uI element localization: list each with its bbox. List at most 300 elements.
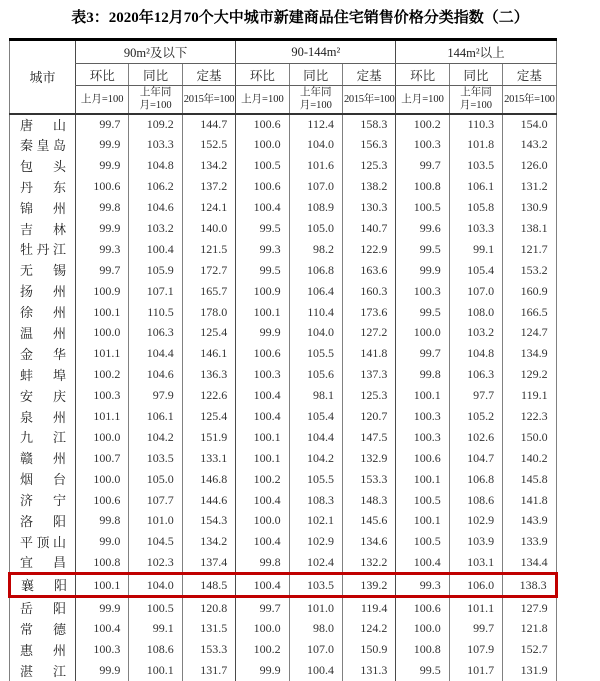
value-cell: 102.6 (449, 427, 502, 448)
base-label-prev-year: 上年同月=100 (289, 86, 342, 114)
city-cell (10, 574, 76, 597)
city-name: 九江 (20, 430, 66, 446)
value-cell: 105.8 (449, 197, 502, 218)
city-name: 徐州 (20, 305, 66, 321)
value-cell: 108.6 (129, 639, 182, 660)
value-cell: 106.3 (129, 323, 182, 344)
table-row (10, 469, 557, 490)
value-cell: 104.4 (289, 427, 342, 448)
value-cell: 138.1 (503, 218, 556, 239)
value-cell: 99.9 (76, 597, 129, 619)
value-cell: 100.9 (76, 281, 129, 302)
city-cell (10, 427, 76, 448)
city-cell (10, 618, 76, 639)
city-cell (10, 218, 76, 239)
value-cell: 134.2 (182, 531, 235, 552)
value-cell: 100.4 (236, 531, 289, 552)
value-cell: 104.8 (129, 155, 182, 176)
value-cell: 100.4 (396, 552, 449, 574)
value-cell: 152.7 (503, 639, 556, 660)
value-cell: 153.3 (182, 639, 235, 660)
value-cell: 99.9 (76, 155, 129, 176)
value-cell: 132.2 (342, 552, 395, 574)
city-name: 宜昌 (20, 555, 66, 571)
value-cell: 130.9 (503, 197, 556, 218)
value-cell: 101.1 (76, 343, 129, 364)
value-cell: 102.9 (289, 531, 342, 552)
city-cell (10, 176, 76, 197)
value-cell: 100.1 (396, 511, 449, 532)
city-name: 烟台 (20, 472, 66, 488)
value-cell: 106.8 (289, 260, 342, 281)
value-cell: 100.0 (76, 469, 129, 490)
value-cell: 100.0 (76, 427, 129, 448)
value-cell: 112.4 (289, 114, 342, 135)
value-cell: 105.5 (289, 469, 342, 490)
value-cell: 99.9 (76, 218, 129, 239)
value-cell: 138.3 (503, 574, 556, 597)
value-cell: 108.3 (289, 490, 342, 511)
value-cell: 178.0 (182, 302, 235, 323)
value-cell: 121.8 (503, 618, 556, 639)
table-row (10, 511, 557, 532)
base-period-header-row (10, 86, 557, 114)
city-name: 岳阳 (20, 601, 66, 617)
value-cell: 136.3 (182, 364, 235, 385)
value-cell: 99.5 (396, 239, 449, 260)
value-cell: 131.9 (503, 660, 556, 681)
city-name: 包头 (20, 158, 66, 174)
value-cell: 99.9 (236, 660, 289, 681)
group-header-row (10, 40, 557, 64)
value-cell: 100.9 (236, 281, 289, 302)
value-cell: 122.9 (342, 239, 395, 260)
value-cell: 134.4 (503, 552, 556, 574)
value-cell: 100.3 (396, 281, 449, 302)
value-cell: 124.7 (503, 323, 556, 344)
city-cell (10, 239, 76, 260)
base-label-prev-month: 上月=100 (236, 86, 289, 114)
value-cell: 100.4 (236, 574, 289, 597)
value-cell: 100.0 (76, 323, 129, 344)
city-cell (10, 469, 76, 490)
value-cell: 107.7 (129, 490, 182, 511)
table-row (10, 618, 557, 639)
table-row (10, 218, 557, 239)
value-cell: 107.1 (129, 281, 182, 302)
value-cell: 133.1 (182, 448, 235, 469)
value-cell: 137.3 (342, 364, 395, 385)
base-label-2015: 2015年=100 (342, 86, 395, 114)
value-cell: 99.5 (236, 260, 289, 281)
city-cell (10, 281, 76, 302)
col-header-yoy: 同比 (449, 64, 502, 86)
value-cell: 102.1 (289, 511, 342, 532)
table-row (10, 406, 557, 427)
value-cell: 147.5 (342, 427, 395, 448)
city-name: 牡丹江 (20, 242, 66, 258)
value-cell: 100.3 (396, 427, 449, 448)
value-cell: 100.3 (396, 135, 449, 156)
value-cell: 103.5 (129, 448, 182, 469)
value-cell: 122.3 (503, 406, 556, 427)
value-cell: 154.0 (503, 114, 556, 135)
city-cell (10, 260, 76, 281)
value-cell: 102.9 (449, 511, 502, 532)
value-cell: 120.8 (182, 597, 235, 619)
col-header-mom: 环比 (236, 64, 289, 86)
value-cell: 104.5 (129, 531, 182, 552)
value-cell: 101.7 (449, 660, 502, 681)
value-cell: 127.9 (503, 597, 556, 619)
value-cell: 103.5 (289, 574, 342, 597)
value-cell: 99.7 (76, 114, 129, 135)
value-cell: 105.2 (449, 406, 502, 427)
table-row (10, 260, 557, 281)
value-cell: 100.6 (396, 597, 449, 619)
value-cell: 100.6 (236, 176, 289, 197)
value-cell: 104.2 (129, 427, 182, 448)
value-cell: 100.4 (236, 385, 289, 406)
value-cell: 106.1 (129, 406, 182, 427)
value-cell: 121.7 (503, 239, 556, 260)
value-cell: 100.2 (76, 364, 129, 385)
value-cell: 125.3 (342, 155, 395, 176)
value-cell: 104.0 (289, 135, 342, 156)
value-cell: 138.2 (342, 176, 395, 197)
city-name: 赣州 (20, 451, 66, 467)
value-cell: 156.3 (342, 135, 395, 156)
value-cell: 172.7 (182, 260, 235, 281)
city-cell (10, 531, 76, 552)
value-cell: 160.3 (342, 281, 395, 302)
value-cell: 101.1 (449, 597, 502, 619)
table-row (10, 427, 557, 448)
city-name: 蚌埠 (20, 367, 66, 383)
col-header-yoy: 同比 (129, 64, 182, 86)
value-cell: 105.6 (289, 364, 342, 385)
value-cell: 150.0 (503, 427, 556, 448)
index-type-header-row (10, 64, 557, 86)
value-cell: 108.6 (449, 490, 502, 511)
value-cell: 110.3 (449, 114, 502, 135)
value-cell: 103.9 (449, 531, 502, 552)
table-row (10, 531, 557, 552)
table-row (10, 385, 557, 406)
value-cell: 98.0 (289, 618, 342, 639)
value-cell: 140.0 (182, 218, 235, 239)
value-cell: 100.8 (76, 552, 129, 574)
value-cell: 100.1 (396, 385, 449, 406)
value-cell: 137.4 (182, 552, 235, 574)
col-header-yoy: 同比 (289, 64, 342, 86)
value-cell: 103.1 (449, 552, 502, 574)
value-cell: 106.3 (449, 364, 502, 385)
value-cell: 99.8 (236, 552, 289, 574)
highlighted-row (10, 574, 557, 597)
table-row (10, 155, 557, 176)
table-row (10, 323, 557, 344)
value-cell: 127.2 (342, 323, 395, 344)
value-cell: 102.4 (289, 552, 342, 574)
value-cell: 106.8 (449, 469, 502, 490)
value-cell: 100.1 (236, 427, 289, 448)
value-cell: 100.1 (236, 302, 289, 323)
value-cell: 100.4 (129, 239, 182, 260)
value-cell: 108.0 (449, 302, 502, 323)
value-cell: 124.1 (182, 197, 235, 218)
value-cell: 119.4 (342, 597, 395, 619)
value-cell: 103.2 (129, 218, 182, 239)
page-title: 表3：2020年12月70个大中城市新建商品住宅销售价格分类指数（二） (71, 10, 529, 26)
value-cell: 100.1 (396, 469, 449, 490)
table-row (10, 552, 557, 574)
value-cell: 150.9 (342, 639, 395, 660)
col-header-fixed-base: 定基 (182, 64, 235, 86)
value-cell: 99.8 (396, 364, 449, 385)
value-cell: 98.1 (289, 385, 342, 406)
city-cell (10, 406, 76, 427)
price-index-table (8, 38, 558, 681)
value-cell: 110.5 (129, 302, 182, 323)
value-cell: 100.5 (236, 155, 289, 176)
value-cell: 105.4 (449, 260, 502, 281)
value-cell: 140.2 (503, 448, 556, 469)
value-cell: 103.5 (449, 155, 502, 176)
value-cell: 100.1 (129, 660, 182, 681)
value-cell: 137.2 (182, 176, 235, 197)
value-cell: 126.0 (503, 155, 556, 176)
value-cell: 134.2 (182, 155, 235, 176)
city-cell (10, 155, 76, 176)
value-cell: 119.1 (503, 385, 556, 406)
value-cell: 104.0 (129, 574, 182, 597)
value-cell: 100.4 (289, 660, 342, 681)
value-cell: 151.9 (182, 427, 235, 448)
value-cell: 146.1 (182, 343, 235, 364)
table-row (10, 176, 557, 197)
value-cell: 99.1 (449, 239, 502, 260)
city-cell (10, 448, 76, 469)
city-name: 泉州 (20, 409, 66, 425)
city-cell (10, 511, 76, 532)
value-cell: 101.0 (129, 511, 182, 532)
city-name: 无锡 (20, 263, 66, 279)
value-cell: 99.5 (396, 660, 449, 681)
value-cell: 144.7 (182, 114, 235, 135)
value-cell: 100.3 (236, 364, 289, 385)
value-cell: 102.3 (129, 552, 182, 574)
base-label-prev-month: 上月=100 (76, 86, 129, 114)
value-cell: 99.7 (396, 343, 449, 364)
city-cell (10, 135, 76, 156)
value-cell: 158.3 (342, 114, 395, 135)
value-cell: 101.6 (289, 155, 342, 176)
col-header-fixed-base: 定基 (342, 64, 395, 86)
value-cell: 141.8 (342, 343, 395, 364)
city-name: 锦州 (20, 200, 66, 216)
value-cell: 99.3 (76, 239, 129, 260)
value-cell: 100.6 (76, 490, 129, 511)
city-name: 洛阳 (20, 513, 66, 529)
value-cell: 133.9 (503, 531, 556, 552)
city-name: 丹东 (20, 179, 66, 195)
table-row (10, 197, 557, 218)
city-name: 扬州 (20, 284, 66, 300)
value-cell: 100.0 (236, 135, 289, 156)
city-cell (10, 364, 76, 385)
table-row (10, 343, 557, 364)
value-cell: 99.7 (76, 260, 129, 281)
city-name: 湛江 (20, 663, 66, 679)
value-cell: 107.0 (289, 176, 342, 197)
city-name: 平顶山 (20, 534, 66, 550)
col-header-mom: 环比 (76, 64, 129, 86)
value-cell: 105.4 (289, 406, 342, 427)
value-cell: 105.9 (129, 260, 182, 281)
value-cell: 104.7 (449, 448, 502, 469)
value-cell: 141.8 (503, 490, 556, 511)
value-cell: 105.0 (289, 218, 342, 239)
value-cell: 100.1 (236, 448, 289, 469)
value-cell: 100.0 (236, 618, 289, 639)
value-cell: 134.6 (342, 531, 395, 552)
value-cell: 100.2 (236, 639, 289, 660)
value-cell: 134.9 (503, 343, 556, 364)
base-label-prev-year: 上年同月=100 (449, 86, 502, 114)
value-cell: 146.8 (182, 469, 235, 490)
value-cell: 153.2 (503, 260, 556, 281)
table-row (10, 114, 557, 135)
table-row (10, 448, 557, 469)
city-name: 金华 (20, 346, 66, 362)
group-header-90-and-below: 90m²及以下 (76, 40, 236, 64)
value-cell: 120.7 (342, 406, 395, 427)
value-cell: 103.3 (449, 218, 502, 239)
value-cell: 107.9 (449, 639, 502, 660)
value-cell: 166.5 (503, 302, 556, 323)
value-cell: 145.8 (503, 469, 556, 490)
table-body (10, 114, 557, 681)
value-cell: 100.2 (396, 114, 449, 135)
value-cell: 104.8 (449, 343, 502, 364)
base-label-2015: 2015年=100 (182, 86, 235, 114)
value-cell: 131.7 (182, 660, 235, 681)
value-cell: 100.4 (76, 618, 129, 639)
value-cell: 100.6 (76, 176, 129, 197)
value-cell: 100.2 (236, 469, 289, 490)
value-cell: 101.1 (76, 406, 129, 427)
value-cell: 143.9 (503, 511, 556, 532)
group-header-144-and-above: 144m²以上 (396, 40, 556, 64)
city-name: 济宁 (20, 493, 66, 509)
value-cell: 99.5 (236, 218, 289, 239)
value-cell: 148.3 (342, 490, 395, 511)
value-cell: 100.0 (396, 323, 449, 344)
value-cell: 163.6 (342, 260, 395, 281)
value-cell: 100.5 (396, 490, 449, 511)
value-cell: 100.6 (236, 114, 289, 135)
value-cell: 101.8 (449, 135, 502, 156)
value-cell: 110.4 (289, 302, 342, 323)
value-cell: 143.2 (503, 135, 556, 156)
city-cell (10, 114, 76, 135)
value-cell: 104.6 (129, 364, 182, 385)
value-cell: 152.5 (182, 135, 235, 156)
table-row (10, 490, 557, 511)
city-name: 温州 (20, 325, 66, 341)
col-header-fixed-base: 定基 (503, 64, 556, 86)
value-cell: 100.5 (396, 197, 449, 218)
value-cell: 100.3 (76, 639, 129, 660)
city-name: 安庆 (20, 388, 66, 404)
table-row (10, 597, 557, 619)
value-cell: 99.9 (76, 135, 129, 156)
value-cell: 125.3 (342, 385, 395, 406)
value-cell: 99.6 (396, 218, 449, 239)
value-cell: 100.5 (129, 597, 182, 619)
value-cell: 140.7 (342, 218, 395, 239)
value-cell: 100.4 (236, 490, 289, 511)
table-row (10, 281, 557, 302)
value-cell: 99.8 (76, 197, 129, 218)
city-name: 唐山 (20, 117, 66, 133)
value-cell: 99.5 (396, 302, 449, 323)
value-cell: 173.6 (342, 302, 395, 323)
value-cell: 100.0 (236, 511, 289, 532)
value-cell: 104.4 (129, 343, 182, 364)
city-name: 常德 (20, 621, 66, 637)
city-cell (10, 343, 76, 364)
value-cell: 99.8 (76, 511, 129, 532)
value-cell: 100.6 (236, 343, 289, 364)
value-cell: 104.2 (289, 448, 342, 469)
value-cell: 131.3 (342, 660, 395, 681)
value-cell: 106.2 (129, 176, 182, 197)
value-cell: 148.5 (182, 574, 235, 597)
value-cell: 97.7 (449, 385, 502, 406)
value-cell: 104.6 (129, 197, 182, 218)
value-cell: 101.0 (289, 597, 342, 619)
table-row (10, 135, 557, 156)
value-cell: 165.7 (182, 281, 235, 302)
value-cell: 105.5 (289, 343, 342, 364)
value-cell: 106.0 (449, 574, 502, 597)
base-label-prev-year: 上年同月=100 (129, 86, 182, 114)
value-cell: 125.4 (182, 323, 235, 344)
value-cell: 100.8 (396, 639, 449, 660)
value-cell: 130.3 (342, 197, 395, 218)
value-cell: 160.9 (503, 281, 556, 302)
value-cell: 107.0 (449, 281, 502, 302)
value-cell: 106.4 (289, 281, 342, 302)
city-cell (10, 490, 76, 511)
value-cell: 100.6 (396, 448, 449, 469)
base-label-2015: 2015年=100 (503, 86, 556, 114)
value-cell: 100.8 (396, 176, 449, 197)
value-cell: 99.3 (396, 574, 449, 597)
value-cell: 132.9 (342, 448, 395, 469)
city-name: 惠州 (20, 642, 66, 658)
value-cell: 109.2 (129, 114, 182, 135)
value-cell: 100.3 (396, 406, 449, 427)
value-cell: 131.2 (503, 176, 556, 197)
value-cell: 124.2 (342, 618, 395, 639)
city-cell (10, 197, 76, 218)
value-cell: 100.1 (76, 574, 129, 597)
value-cell: 98.2 (289, 239, 342, 260)
table-row (10, 364, 557, 385)
